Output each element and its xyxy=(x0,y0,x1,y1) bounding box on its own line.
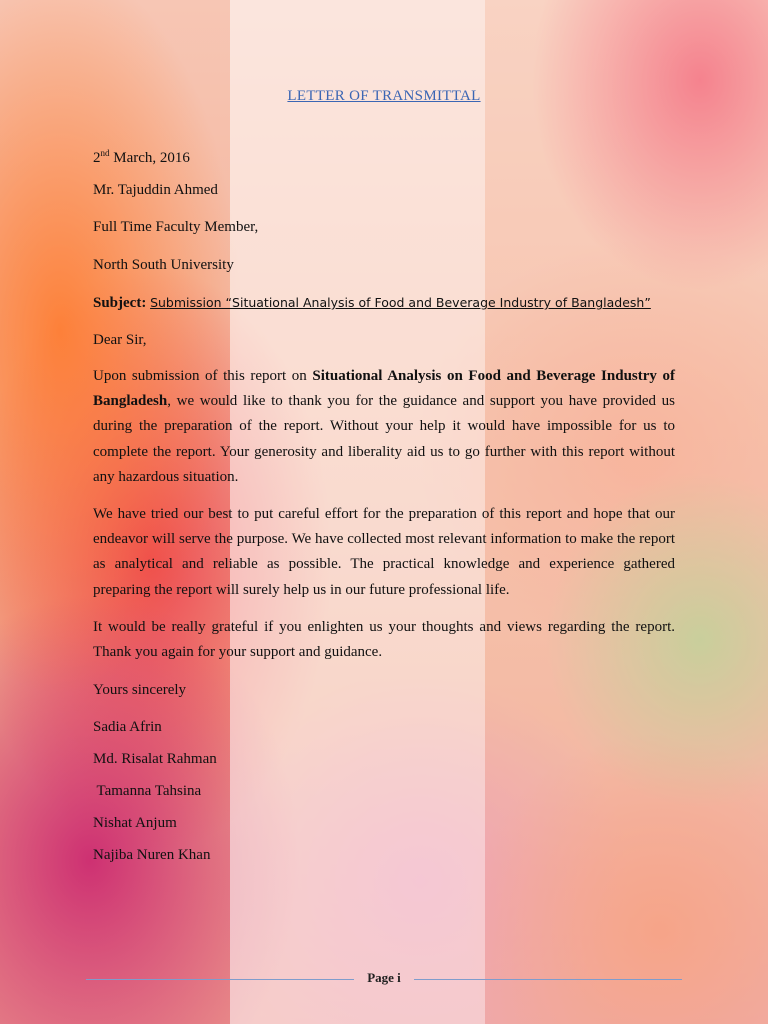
paragraph-2: We have tried our best to put careful effort for the preparation of this report and hope that our endeavor will serve the purpose. We have collected most relevant information to make the report as analytical and reliable as possible. The practical knowledge and experience gathered preparing the report will surely help us in our future professional life. xyxy=(93,506,675,598)
recipient-name: Mr. Tajuddin Ahmed xyxy=(93,182,218,198)
letter-title: LETTER OF TRANSMITTAL xyxy=(287,88,481,104)
salutation: Dear Sir, xyxy=(93,332,147,348)
recipient-position: Full Time Faculty Member, xyxy=(93,219,259,235)
date-suffix: nd xyxy=(100,148,110,158)
date-day: 2 xyxy=(93,150,101,166)
footer-rule-left xyxy=(86,979,354,980)
signatory-name: Nishat Anjum xyxy=(93,815,177,831)
date-rest: March, 2016 xyxy=(109,150,190,166)
subject-label: Subject: xyxy=(93,295,147,311)
subject-text: Submission “Situational Analysis of Food and Beverage Industry of Bangladesh” xyxy=(150,295,651,310)
footer-rule-right xyxy=(414,979,682,980)
page-number: Page i xyxy=(367,970,401,985)
recipient-institution: North South University xyxy=(93,257,234,273)
signatory-name: Tamanna Tahsina xyxy=(93,783,202,799)
signatory-name: Md. Risalat Rahman xyxy=(93,751,217,767)
letter-date xyxy=(93,150,678,167)
page-footer xyxy=(0,970,768,990)
paragraph-1-after: , we would like to thank you for the guidance and support you have provided us during the preparation of the report. Without your help it would have impossible for us to complete the report. Your generosity and liberality aid us to go further with this report without any hazardous situation. xyxy=(93,393,675,485)
paragraph-3: It would be really grateful if you enlighten us your thoughts and views regarding the report. Thank you again for your support and guidance. xyxy=(93,619,675,661)
signatory-name: Najiba Nuren Khan xyxy=(93,847,211,863)
report-title-bold: Situational Analysis on Food and Beverage Industry of Bangladesh xyxy=(93,368,675,410)
signatory-name: Sadia Afrin xyxy=(93,719,162,735)
subject-line xyxy=(93,294,678,312)
closing: Yours sincerely xyxy=(93,682,187,698)
paragraph-1 xyxy=(93,364,675,490)
paragraph-1-before: Upon submission of this report on xyxy=(93,368,313,384)
